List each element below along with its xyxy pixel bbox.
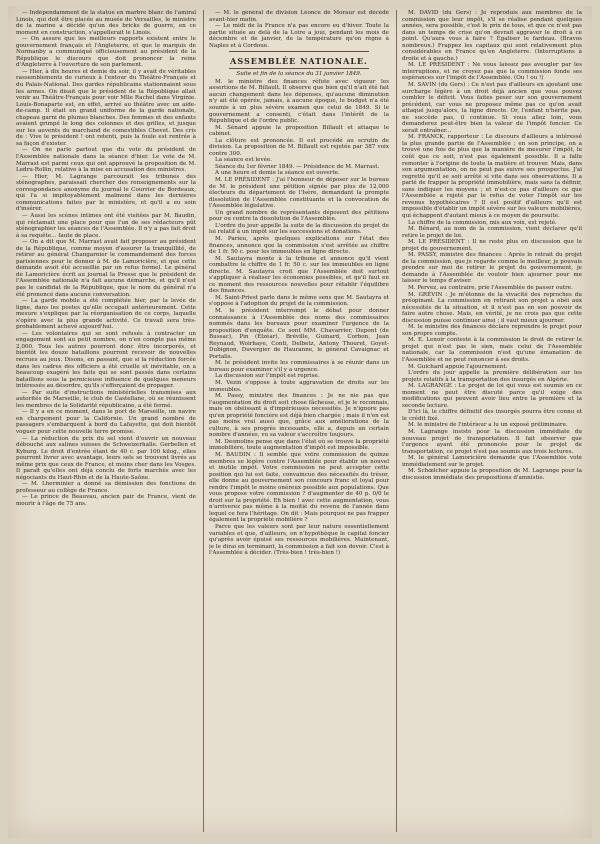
article-paragraph: M. le président interrompt le débat pour donner connaissance à l'Assemblée des noms des commissaires nommés dans les bureaux pour examiner l'urgence de la proposition d'enquête. Ce sont MM. Chavarrier, Dupont (de Bussac), Pin (Elzéar), Bréville, Guinard, Corbon, Jean Reynaud, Woirhaye, Conti, Delbetz, Antony Thouret, Goyet-Dubignon, Duvergier de Hauranne, le général Cavaignac et Portalis. [209, 307, 389, 360]
article-paragraph: M. Saint-Priest parle dans le même sens que M. Sautayra et s'oppose à l'adoption du projet de la commission. [209, 294, 389, 308]
article-paragraph: — Par suite d'instructions ministérielles transmises aux autorités de Marseille, le club de Castellane, où se réunissent les membres de la Solidarité républicaine, a été fermé. [16, 389, 196, 409]
article-paragraph: D'ici là, le chiffre définitif des insurgés pourra être connu et le crédit fixé. [402, 409, 582, 422]
article-paragraph: M. le ministre des finances réfute avec vigueur les assertions de M. Billault. Il observe que bien qu'il n'ait été fait aucun changement dans les dépenses, qu'aucune diminution n'y ait été opérée, jamais, à aucune époque, le budget n'a été soumis à un plus sévère examen que celui de 1849. Si le gouvernement a consenti, c'était dans l'intérêt de la République et de l'ordre public. [209, 78, 389, 125]
article-paragraph: L'ordre du jour appelle la première délibération sur les projets relatifs à la transportation des insurgés en Algérie. [402, 370, 582, 383]
article-paragraph: — Le prince de Beauvau, ancien pair de France, vient de mourir à l'âge de 75 ans. [16, 494, 196, 508]
article-paragraph: M. le ministre de l'intérieur a lu un exposé préliminaire. [408, 422, 568, 429]
section-subheading: Suite et fin de la séance du 31 janvier 1849. [236, 71, 362, 78]
article-paragraph: Parce que les valeurs sont par leur nature essentiellement variables et que, d'ailleurs, on n'hypothèque le capital foncier qu'après avoir épuisé ses ressources mobilières. Maintenant, je le dirai en terminant, la commission a fait son devoir. C'est à l'Assemblée à décider. (Très-bien ! très-bien !) [209, 524, 389, 557]
article-paragraph: — M. Lherminier a donné sa démission des fonctions de professeur au collège de France. [16, 481, 196, 494]
article-paragraph: Un grand nombre de représentants déposent des pétitions pour ou contre la dissolution de l'Assemblée. [209, 209, 389, 223]
newspaper-page [8, 6, 592, 838]
article-paragraph: M. le ministre des finances déclare reprendre le projet pour son propre compte. [402, 324, 582, 337]
article-paragraph: — On assure que les meilleurs rapports existent entre le gouvernement français et l'Angleterre, et que le marquis de Normanby a communiqué officieusement au président de la République le discours que doit prononcer la reine d'Angleterre à l'ouverture de son parlement. [16, 36, 196, 69]
article-paragraph: M. BAUDIN : Il semble que votre commission de quinze membres se légère contre l'Assemblée pour établir un nouvel et inutile impôt. Votre commission ne peut accepter cette position qui lui est faite, convaincue des nécessités du trésor, elle donne au gouvernement son concours franc et loyal pour rendre l'impôt le moins onéreux possible aux populations. Que vous propose votre commission ? d'augmenter de 40 p. 0/0 le droit sur la propriété. Eh bien ! avec cette augmentation, vous n'arriverez pas même à la moitié du revenu de l'année dans lequel ce fera l'héritage. On dit : Mais pourquoi ne pas frapper également la propriété mobilière ? [209, 452, 389, 524]
article-paragraph: — Il y a en ce moment, dans le port de Marseille, un navire en chargement pour la Californie. Un grand nombre de passagers s'embarquent à bord du Lafayette, qui doit bientôt voguer pour cette nouvelle terre promise. [16, 409, 196, 435]
article-paragraph: M. GRÉVIN : Je m'étonne de la vivacité des reproches du préopinant. La commission en retirant son projet a obéi aux nécessités de la situation, et il n'est pas en son pouvoir de faire autre chose. Mais, en vérité, je ne crois pas que cette discussion puisse continuer ainsi ; il vaut mieux ajourner. [402, 291, 582, 324]
article-paragraph: M. PASSY, ministre des finances : Après le retrait du projet de la commission, que je regarde comme le meilleur, je pouvais prendre sur moi de retirer le projet du gouvernement, je demande à l'Assemblée de vouloir bien ajourner pour me laisser le temps d'aviser. [402, 252, 582, 285]
article-paragraph: A une heure et demie la séance est ouverte. [215, 170, 340, 177]
article-paragraph: M. SAVIN (du Gers) : Ce n'est pas d'ailleurs en ajoutant une surcharge légère à un droit déjà ancien que vous pouvez combler le déficit. Vous faites peser sur son gouvernement précédent, car vous ne proposez même pas ce qu'on avait attaqué jusqu'alors, la ligne directe. Or, l'enfant n'hérite pas, ne succède pas, il continue. Si vous allez loin, vous demanderez peut-être bien la valeur de l'impôt foncier. Ce serait entraîner... [402, 82, 582, 134]
article-paragraph: — Hier, à dix heures et demie du soir, il y avait de véritables rassemblements de curieux à l'entour du Théâtre-Français et du Palais-National. Des gardes républicains stationnaient sous les armes. On disait que le président de la République allait venir au Théâtre-Français pour voir Mlle Rachel dans Virginie. Louis-Bonaparte est, en effet, arrivé au théâtre avec un aide-de-camp. Il était en grand uniforme de la garde nationale, chapeau garni de plumes blanches. Des femmes et des enfants avaient grimpé le long des colonnes et des grilles, et jusque sur les auvents du marchand de comestibles Chevet. Des cris de : Vive le président ! ont retenti, puis la foule est rentrée à sa façon d'exister. [16, 68, 196, 147]
article-paragraph: M. le général Lamoricière demande que l'Assemblée vote immédiatement sur le projet. [402, 455, 582, 468]
article-paragraph: — Aussi les scènes intimes ont été visitées par M. Baudin, qui réclamait une place pour que l'un de ses rédacteurs pût sténographier les séances de l'Assemblée. Il n'y a pas fait droit à sa requête... faute de place. [16, 212, 196, 239]
article-paragraph: M. LE PRÉSIDENT : J'ai l'honneur de déposer sur le bureau de M. le président une pétition signée par plus de 12,000 électeurs du département de l'Isère, demandant la prompte dissolution de l'Assemblée constituante et la convocation de l'Assemblée législative. [209, 177, 389, 210]
article-paragraph: M. Pervez, au contraire, prie l'Assemblée de passer outre. [408, 284, 573, 291]
article-paragraph: — La réduction du prix du sel vient d'ouvrir un nouveau débouché aux salines suisses de Schweizerhalle. Gerbellen et Kyburg. Le droit d'entrée étant de 40 c. par 100 kilog., elles pourront livrer avec avantage, leurs sels se trouvent livrés au même prix que ceux de France, et moins cher dans les Vosges. Il paraît qu'elles ont déjà conclu de forts marchés avec les négociants du Haut-Rhin et de la Haute-Saône. [16, 435, 196, 481]
column-right [402, 10, 582, 832]
article-paragraph: La discussion sur l'impôt est reprise. [215, 373, 320, 380]
article-paragraph: M. Sénard appuie la proposition Billault et attaque le cabinet. [209, 124, 389, 138]
article-paragraph: La séance est levée. [215, 157, 273, 164]
article-paragraph: M. Lagrange insiste pour la discussion immédiate du nouveau projet de transportation. Il fait observer que l'urgence ayant été prononcée pour le projet de transportation, ce projet n'est pas soumis aux trois lectures. [402, 429, 582, 455]
article-paragraph: M. E. Lenoir conteste à la commission le droit de retirer le projet qui n'est pas le sien, mais celui de l'Assemblée nationale, car la commission n'est qu'une émanation de l'Assemblée et ne peut renoncer à ses droits. [402, 337, 582, 363]
article-paragraph: M. LE PRÉSIDENT : Il ne reste plus en discussion que le projet du gouvernement. [402, 239, 582, 252]
article-paragraph: — Indépendamment de la statue en marbre blanc de l'amiral Linois, qui doit être placée au musée de Versailles, le ministre de la marine a décidé qu'un des bricks de guerre, en ce moment en construction, s'appellerait le Linois. [16, 10, 196, 36]
article-paragraph: — Les volontaires qui se sont refusés à contracter un engagement sont au petit nombre, on n'en compte pas même 2,000. Tous les autres pourront donc être incorporés, et bientôt les douze bataillons pourront recevoir de nouvelles recrues au jeux. Disons, en passant, que si la réduction forcée dans les cadres des officiers a été cruelle et inévitable, on a beaucoup exagéré les faits qui se sont passés dans certains bataillons sous la pernicieuse influence de quelques meneurs intéressés au désordre, qu'ils s'efforçaient de propager. [16, 330, 196, 390]
article-paragraph: — La garde mobile a été complétée hier, par la levée de ligne, dans les postes qu'elle occupait antérieurement. Cette mesure s'explique par la réorganisation de ce corps, laquelle s'opère avec la plus grande activité. Ce travail sera très-probablement achevé aujourd'hui. [16, 298, 196, 331]
article-paragraph: Séance du 1er février 1849. — Présidence de M. Marrast. [215, 163, 380, 170]
article-paragraph: M. DAVID (du Gers) : Je reproduis aux membres de la commission que leur impôt, s'il se réalise pendant quelques années, sera possible, c'est le prix de tous, et que ce n'est pas dans un temps de crise qu'on devrait aggraver le droit à ce point. Qu'aura vous à faire ? Égaliser le fardeau. (Bravos nombreux.) Frappez les capitaux qui sont relativement plus considérables en France qu'en Angleterre. (Interruptions à droite et à gauche.) [402, 10, 582, 62]
article-paragraph: La chiffre de la commission, mis aux voix, est rejeté. [408, 219, 557, 226]
article-paragraph: L'ordre du jour appelle la suite de la discussion du projet de loi relatif à un impôt sur les successions et donations. [209, 222, 389, 236]
article-paragraph: M. Schœlcher appuie la proposition de M. Lagrange pour la discussion immédiate des propositions d'amnistie. [402, 468, 582, 481]
article-paragraph: — On a dit que M. Marrast avait fait proposer au président de la République, comme moyen d'assurer la tranquillité, de retirer au général Changarnier le commandement des forces parisiennes pour le donner à M. de Lamoricière, et que cette demande avait été accueillie par un refus formel. Le général de Lamoricière écrit au journal la Presse que le président de l'Assemblée nationale n'a fait aucune démarche, et qu'il n'est pas le candidat de la République, que le nom du général n'a été prononcé dans aucune conversation. [16, 239, 196, 298]
section-rule [229, 51, 369, 52]
article-paragraph: M. Parieu, après quelques explications sur l'état des finances, annonce que la commission s'est arrêtée au chiffre de 1 fr. 50 c. pour les immeubles en ligne directe. [209, 235, 389, 256]
column-left [16, 10, 196, 832]
article-paragraph: M. le président invite les commissaires à se réunir dans un bureau pour examiner s'il y a urgence. [209, 360, 389, 373]
column-middle [209, 10, 389, 832]
section-heading: ASSEMBLÉE NATIONALE. [230, 56, 368, 67]
article-paragraph: M. Guichard appuie l'ajournement. [408, 363, 508, 370]
article-paragraph: M. Sautayra monte à la tribune et annonce qu'il vient combattre le chiffre de 1 fr. 50 c. sur les immeubles en ligne directe. M. Sautayra croit que l'Assemblée doit surtout s'appliquer à réaliser les économies possibles, et qu'il faut en ce moment des ressources nouvelles pour rétablir l'équilibre des finances. [209, 255, 389, 295]
article-paragraph: M. Vezin s'oppose à toute aggravation de droits sur les immeubles. [209, 379, 389, 393]
article-paragraph: — Hier, M. Lagrange parcourait les tribunes des sténographes, paraissait chercher des renseignements sur la correspondance anonyme du journal le Courrier de Bordeaux, qui l'a si impitoyablement malmené dans les dernières communications faites par le ministère, et qu'il a eu soin d'insérer. [16, 173, 196, 213]
article-paragraph: M. Desmolins pense que dans l'état où se trouve la propriété immobilière, toute augmentation d'impôt est impossible. [209, 438, 389, 452]
article-paragraph: M. LE PRÉSIDENT : Ne vous laissez pas aveugler par les interruptions, et ne croyez pas que la commission fonde ses espérances sur l'impôt de l'Assemblée. (Ou ! ou !) [402, 62, 582, 82]
article-paragraph: La clôture est prononcée. Il est procédé au scrutin de division. La proposition de M. Billault est rejetée par 387 voix contre 300. [209, 137, 389, 157]
article-paragraph: M. Bénard, au nom de la commission, vient déclarer qu'il retire le projet de loi. [402, 226, 582, 239]
article-paragraph: M. LAGRANGE : Le projet de loi qui vous est soumis en ce moment ne peut être discuté parce qu'il exige des modifications qui peuvent avoir lieu entre la première et la seconde lecture. [402, 383, 582, 409]
article-paragraph: — On ne parle partout que du vote du président de l'Assemblée nationale dans la séance d'hier. Le vote de M. Marrast est parmi ceux qui ont approuvé la proposition de M. Ledru-Rollin, relative à la mise en accusation des ministres. [16, 147, 196, 174]
section-rule [229, 68, 369, 69]
column-divider [203, 10, 204, 832]
article-paragraph: M. FRANCK, rapporteur : Le discours d'ailleurs a intéressé la plus grande partie de l'Assemblée ; en son principe, on a trouvé une fois de plus que la manière de mesurer l'impôt, le coût que ce soit, n'est pas également possible. Il a fallu remonter à l'origine de toute la matière et trouver. Mais, dans son argumentation, on ne peut pas suivre ses prospectus. J'ai regretté qu'il se soit arrêté si vite dans ses observations. Il a parlé de frapper la propriété immobilière, mais sans la définir, sans indiquer les moyens ; et n'est-ce pas d'ailleurs ce que l'Assemblée a rejeté par le refus de voter l'impôt sur les revenus hypothécaires ? Il est positif d'ailleurs qu'il est impossible d'établir un impôt sévère sur les valeurs mobilières, qui échappent d'autant mieux à ce moyen de poursuite. [402, 134, 582, 219]
column-divider [396, 10, 397, 832]
article-paragraph: — Le midi de la France n'a pas encore eu d'hiver. Toute la partie située au delà de la Loire a joui, pendant les mois de décembre et de janvier, de la température qu'on règne à Naples et à Cordoue. [209, 23, 389, 49]
article-paragraph: — M. le général de division Léonce de Moraur est décédé avant-hier matin. [209, 10, 389, 23]
article-paragraph: M. Passy, ministre des finances : Je ne nie pas que l'augmentation du droit soit chose fâcheuse, et je le reconnais, mais on obéissant à d'impérieuses nécessités. Je n'ignore pas qu'en propriété foncière est déjà bien chargée ; mais il n'en est pas moins vrai aussi que, grâce aux améliorations de la culture, à ses progrès incessants, elle a, depuis un certain nombre d'années, vu sa valeur s'accroître toujours. [209, 393, 389, 439]
